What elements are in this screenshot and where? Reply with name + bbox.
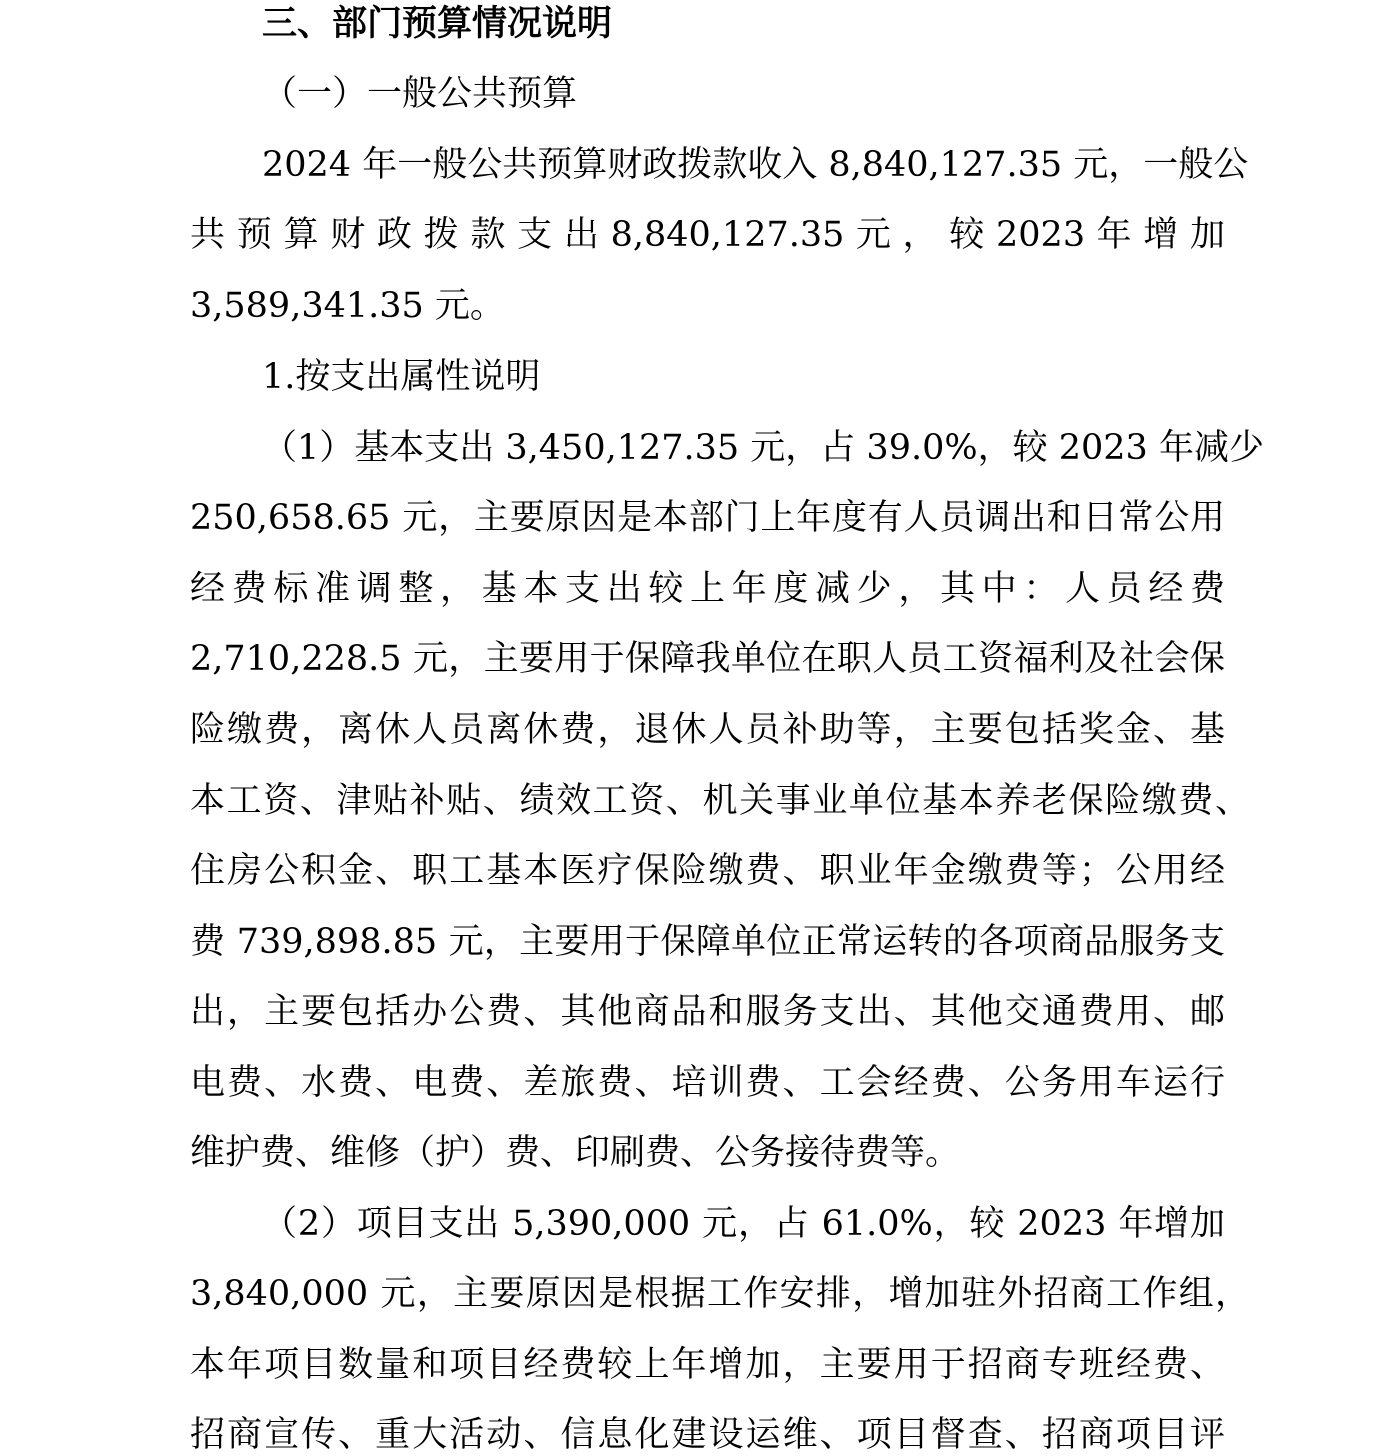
paragraph-line: 招商宣传、重大活动、信息化建设运维、项目督查、招商项目评: [190, 1415, 1225, 1455]
paragraph-line: （1）基本支出 3,450,127.35 元，占 39.0%，较 2023 年减少: [262, 428, 1264, 468]
paragraph-line: 险缴费，离休人员离休费，退休人员补助等，主要包括奖金、基: [190, 710, 1225, 750]
paragraph-line: 250,658.65 元，主要原因是本部门上年度有人员调出和日常公用: [190, 498, 1225, 538]
paragraph-line: 维护费、维修（护）费、印刷费、公务接待费等。: [190, 1133, 961, 1173]
paragraph-line: 费 739,898.85 元，主要用于保障单位正常运转的各项商品服务支: [190, 922, 1225, 962]
paragraph-line: 本年项目数量和项目经费较上年增加，主要用于招商专班经费、: [190, 1345, 1225, 1385]
section-title: 三、部门预算情况说明: [262, 4, 613, 44]
paragraph-line: 住房公积金、职工基本医疗保险缴费、职业年金缴费等；公用经: [190, 851, 1225, 891]
paragraph-line: 电费、水费、电费、差旅费、培训费、工会经费、公务用车运行: [190, 1063, 1225, 1103]
paragraph-line: 2,710,228.5 元，主要用于保障我单位在职人员工资福利及社会保: [190, 639, 1225, 679]
paragraph-line: 2024 年一般公共预算财政拨款收入 8,840,127.35 元，一般公: [262, 145, 1249, 185]
paragraph-line: 3,840,000 元，主要原因是根据工作安排，增加驻外招商工作组，: [190, 1274, 1250, 1314]
paragraph-line: 共 预 算 财 政 拨 款 支 出 8,840,127.35 元 ， 较 2023 年 增 加: [190, 215, 1225, 255]
paragraph-line: 1.按支出属性说明: [262, 357, 541, 397]
paragraph-line: 3,589,341.35 元。: [190, 286, 505, 326]
paragraph-line: 本工资、津贴补贴、绩效工资、机关事业单位基本养老保险缴费、: [190, 781, 1250, 821]
subsection-title: （一）一般公共预算: [262, 74, 578, 114]
paragraph-line: 出，主要包括办公费、其他商品和服务支出、其他交通费用、邮: [190, 992, 1225, 1032]
paragraph-line: （2）项目支出 5,390,000 元，占 61.0%，较 2023 年增加: [262, 1204, 1225, 1244]
paragraph-line: 经费标准调整，基本支出较上年度减少，其中：人员经费: [190, 569, 1225, 609]
